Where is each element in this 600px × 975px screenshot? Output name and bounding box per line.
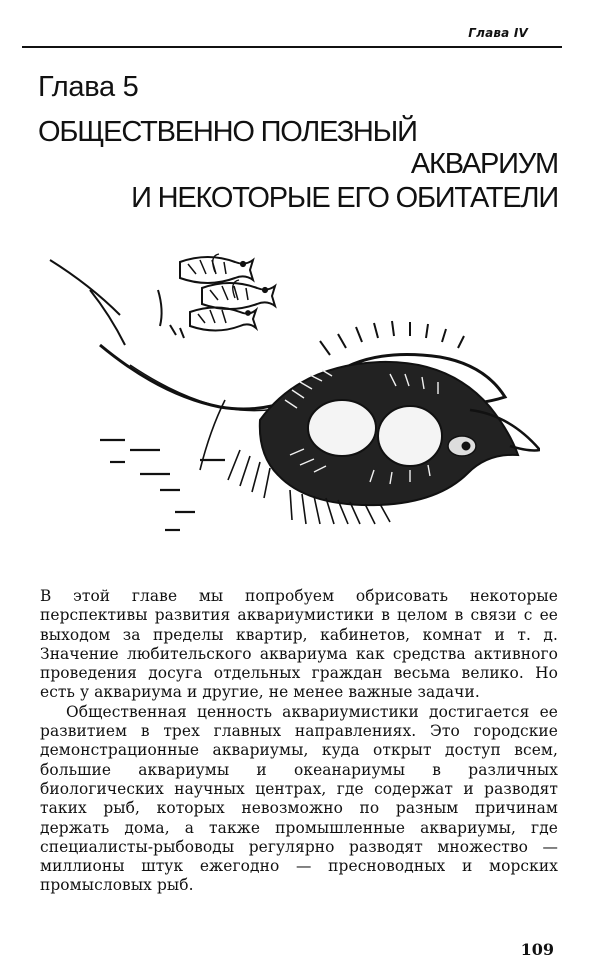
chapter-title-line-1: ОБЩЕСТВЕННО ПОЛЕЗНЫЙ (38, 116, 417, 148)
chapter-label: Глава 5 (38, 71, 139, 103)
body-text (40, 587, 558, 896)
chapter-title-line-3: И НЕКОТОРЫЕ ЕГО ОБИТАТЕЛИ (131, 182, 558, 214)
page-number: 109 (520, 940, 554, 959)
chapter-title-line-2: АКВАРИУМ (410, 148, 558, 180)
fish-illustration-icon (30, 250, 540, 560)
fish-illustration (30, 250, 540, 560)
running-head-rule (22, 46, 562, 48)
paragraph-1: В этой главе мы попробуем обрисовать некоторые перспективы развития аквариумистики в целом в связи с ее выходом за пределы квартир, кабинетов, комнат и т. д. Значение любительского аквариума как средства активного проведения досуга отдельных граждан весьма велико. Но есть у аквариума и другие, не менее важные задачи. (40, 587, 558, 702)
paragraph-2: Общественная ценность аквариумистики достигается ее развитием в трех главных направлениях. Это городские демонстрационные аквариумы, куда открыт доступ всем, большие аквариумы и океанариумы в различных биологических научных центрах, где содержат и разводят таких рыб, которых невозможно по разным причинам держать дома, а также промышленные аквариумы, где специалисты-рыбоводы регулярно разводят множество — миллионы штук ежегодно — пресноводных и морских промысловых рыб. (40, 702, 558, 895)
running-head (0, 14, 600, 54)
running-head-text: Глава IV (468, 26, 528, 40)
